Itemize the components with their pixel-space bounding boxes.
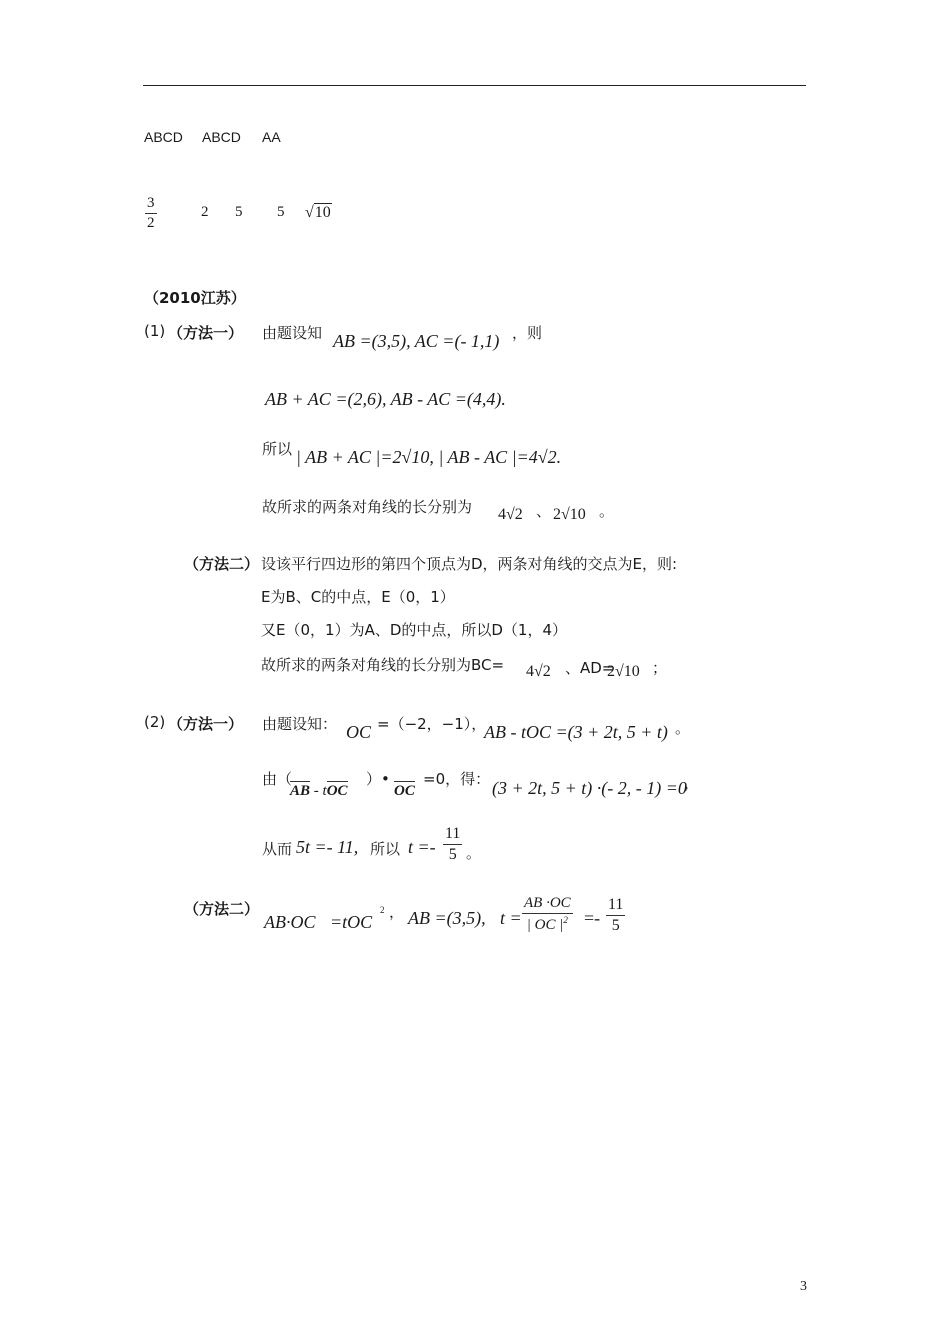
part2-m2-ab: AB =(3,5), [408,908,486,928]
part1-diag-length-1: 4√2 [498,506,523,523]
part2-intro: 由题设知： [262,715,338,733]
part1-m2-line1: 设该平行四边形的第四个顶点为D，两条对角线的交点为E，则: [261,555,678,573]
part1-method1-label: （方法一） [168,324,244,342]
answer-fraction: $\frac{3}{2}$ [147,195,155,231]
section-heading: （2010江苏） [144,289,246,307]
part1-conclusion: 故所求的两条对角线的长分别为 [262,498,473,516]
part1-m2-ad-label: 、AD= [565,659,615,677]
answer-value-2: 5 [235,204,243,220]
part2-then-label: 从而 [262,840,293,858]
answer-value-3: 5 [277,204,285,220]
part1-given-tail: ，则 [512,324,543,342]
answer-value-1: 2 [201,204,209,220]
part1-line2: AB + AC =(2,6), AB - AC =(4,4). [265,389,506,409]
part2-oc-vector-2: OC [394,783,415,799]
part2-ab-toc: AB - tOC =(3 + 2t, 5 + t) [484,722,668,742]
part1-intro: 由题设知 [262,324,323,342]
part1-m2-end: ； [652,659,668,677]
part1-m2-line3: 又E（0，1）为A、D的中点，所以D（1，4） [261,621,568,639]
part2-so-label: 所以 [370,840,401,858]
part1-m2-ad-value: 2√10 [607,663,640,680]
answer-sqrt: √10 [305,204,331,221]
part1-m2-line4: 故所求的两条对角线的长分别为BC= [261,656,505,674]
part1-line3: | AB + AC |=2√10, | AB - AC |=4√2. [296,447,562,467]
part1-end: 。 [599,502,615,520]
part2-from-label: 由（ [262,770,293,788]
part2-comma: ， [684,774,700,792]
part1-so-label: 所以 [262,440,293,458]
answer-2: ABCD [202,129,241,145]
part2-m2-comma: ， [389,903,405,921]
part2-vector-expression: AB - tOC [290,783,348,799]
part2-then-math: 5t =- 11, [296,837,359,857]
part1-diag-length-2: 2√10 [553,506,586,523]
part1-separator: 、 [536,502,552,520]
part1-given-math: AB =(3,5), AC =(- 1,1) [333,331,500,351]
header-rule [143,85,806,86]
part2-m2-fraction-2: $\frac{11}{5}$ [608,896,624,934]
part2-dot-symbol: ）• [366,770,390,788]
part2-m2-tail: =- [584,908,601,928]
part1-label: (1) [144,322,166,340]
part2-m2-lhs: AB·OC [264,912,316,932]
part2-dot-eq2: (3 + 2t, 5 + t) ·(- 2, - 1) =0 [492,778,687,798]
part2-t-eq: t =- [408,837,436,857]
part1-m2-line2: E为B、C的中点，E（0，1） [261,588,455,606]
part2-method2-label: （方法二） [184,900,260,918]
part2-oc-vector: OC [346,722,372,742]
answer-1: ABCD [144,129,183,145]
part2-end: 。 [675,719,691,737]
part2-method1-label: （方法一） [168,715,244,733]
part1-m2-bc-value: 4√2 [526,663,551,680]
part2-period: 。 [466,844,482,862]
answer-3: AA [262,129,281,145]
part2-m2-fraction: $\frac{AB \cdot OC}{| OC |^2}$ [524,895,571,933]
part2-oc-value: =（−2，−1）， [377,715,487,733]
part2-label: (2) [144,713,166,731]
part1-method2-label: （方法二） [184,555,260,573]
part2-t-fraction: $\frac{11}{5}$ [445,825,461,863]
page-number: 3 [800,1279,807,1294]
part2-m2-square: 2 [380,905,385,915]
part2-m2-t: t = [500,908,522,928]
part2-m2-rhs: =tOC [330,912,373,932]
part2-dot-eq: =0，得： [423,770,491,788]
